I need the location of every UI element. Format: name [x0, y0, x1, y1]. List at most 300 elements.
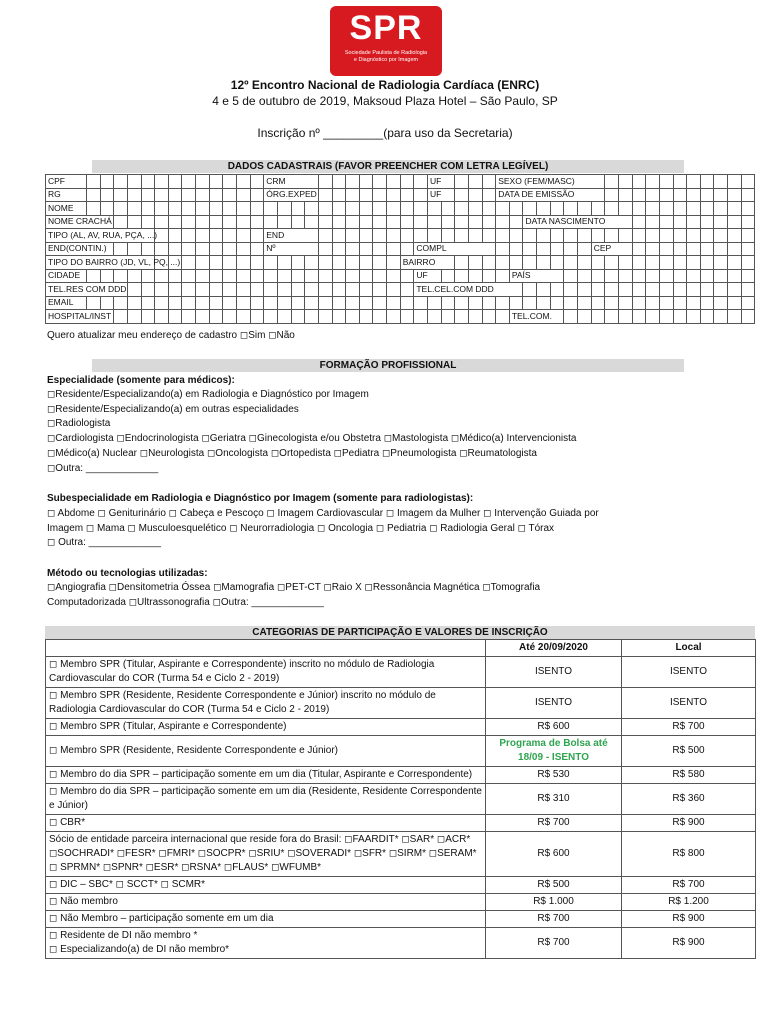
input-cell[interactable] [318, 242, 332, 256]
input-cell[interactable] [687, 310, 701, 324]
input-cell[interactable] [168, 310, 182, 324]
input-cell[interactable] [578, 269, 592, 283]
input-cell[interactable] [196, 242, 210, 256]
input-cell[interactable] [659, 215, 673, 229]
input-cell[interactable] [414, 215, 428, 229]
metodo-option-line[interactable]: Computadorizada ◻Ultrassonografia ◻Outra: _____________ [47, 596, 324, 608]
input-cell[interactable] [277, 296, 291, 310]
input-cell[interactable] [86, 202, 100, 216]
input-cell[interactable] [673, 188, 687, 202]
input-cell[interactable] [182, 269, 196, 283]
input-cell[interactable] [277, 269, 291, 283]
input-cell[interactable] [250, 188, 264, 202]
input-cell[interactable] [86, 188, 100, 202]
input-cell[interactable] [496, 296, 510, 310]
input-cell[interactable] [605, 283, 619, 297]
input-cell[interactable] [223, 202, 237, 216]
input-cell[interactable] [632, 215, 646, 229]
input-cell[interactable] [578, 283, 592, 297]
input-cell[interactable] [182, 215, 196, 229]
input-cell[interactable] [700, 202, 714, 216]
input-cell[interactable] [659, 202, 673, 216]
input-cell[interactable] [373, 269, 387, 283]
input-cell[interactable] [209, 283, 223, 297]
input-cell[interactable] [714, 229, 728, 243]
input-cell[interactable] [728, 296, 742, 310]
input-cell[interactable] [100, 188, 114, 202]
subespecialidade-option-line[interactable]: ◻ Outra: _____________ [47, 537, 161, 549]
input-cell[interactable] [196, 215, 210, 229]
input-cell[interactable] [400, 296, 414, 310]
input-cell[interactable] [687, 229, 701, 243]
input-cell[interactable] [455, 256, 469, 270]
input-cell[interactable] [646, 175, 660, 189]
input-cell[interactable] [550, 256, 564, 270]
input-cell[interactable] [714, 188, 728, 202]
input-cell[interactable] [373, 202, 387, 216]
input-cell[interactable] [114, 242, 128, 256]
input-cell[interactable] [496, 310, 510, 324]
input-cell[interactable] [441, 296, 455, 310]
input-cell[interactable] [264, 310, 278, 324]
input-cell[interactable] [687, 269, 701, 283]
input-cell[interactable] [537, 242, 551, 256]
input-cell[interactable] [537, 283, 551, 297]
input-cell[interactable] [223, 256, 237, 270]
input-cell[interactable] [591, 229, 605, 243]
input-cell[interactable] [673, 310, 687, 324]
input-cell[interactable] [687, 202, 701, 216]
input-cell[interactable] [700, 296, 714, 310]
input-cell[interactable] [387, 229, 401, 243]
input-cell[interactable] [196, 229, 210, 243]
input-cell[interactable] [373, 256, 387, 270]
input-cell[interactable] [591, 202, 605, 216]
input-cell[interactable] [591, 310, 605, 324]
input-cell[interactable] [127, 202, 141, 216]
input-cell[interactable] [250, 215, 264, 229]
input-cell[interactable] [182, 296, 196, 310]
input-cell[interactable] [346, 296, 360, 310]
input-cell[interactable] [741, 242, 755, 256]
input-cell[interactable] [632, 256, 646, 270]
input-cell[interactable] [741, 296, 755, 310]
input-cell[interactable] [455, 188, 469, 202]
input-cell[interactable] [155, 242, 169, 256]
category-description[interactable]: ◻ Membro SPR (Titular, Aspirante e Correspondente) inscrito no módulo de Radiologia Cardiovascular do COR (Turma 54 e Ciclo 2 - 2019) [46, 657, 486, 688]
input-cell[interactable] [468, 296, 482, 310]
input-cell[interactable] [291, 202, 305, 216]
input-cell[interactable] [687, 175, 701, 189]
input-cell[interactable] [277, 202, 291, 216]
input-cell[interactable] [209, 175, 223, 189]
input-cell[interactable] [591, 296, 605, 310]
input-cell[interactable] [100, 175, 114, 189]
input-cell[interactable] [168, 175, 182, 189]
input-cell[interactable] [414, 229, 428, 243]
input-cell[interactable] [441, 310, 455, 324]
input-cell[interactable] [468, 202, 482, 216]
input-cell[interactable] [714, 283, 728, 297]
input-cell[interactable] [373, 175, 387, 189]
input-cell[interactable] [591, 283, 605, 297]
input-cell[interactable] [291, 296, 305, 310]
input-cell[interactable] [359, 229, 373, 243]
input-cell[interactable] [578, 229, 592, 243]
input-cell[interactable] [250, 202, 264, 216]
input-cell[interactable] [209, 202, 223, 216]
input-cell[interactable] [659, 310, 673, 324]
input-cell[interactable] [441, 269, 455, 283]
input-cell[interactable] [127, 215, 141, 229]
input-cell[interactable] [277, 310, 291, 324]
input-cell[interactable] [236, 296, 250, 310]
input-cell[interactable] [605, 296, 619, 310]
input-cell[interactable] [714, 175, 728, 189]
input-cell[interactable] [605, 175, 619, 189]
subespecialidade-option-line[interactable]: Imagem ◻ Mama ◻ Musculoesquelético ◻ Neurorradiologia ◻ Oncologia ◻ Pediatria ◻ Radiologia Geral ◻ Tórax [47, 522, 555, 534]
input-cell[interactable] [564, 310, 578, 324]
input-cell[interactable] [659, 188, 673, 202]
input-cell[interactable] [741, 188, 755, 202]
input-cell[interactable] [318, 296, 332, 310]
input-cell[interactable] [373, 310, 387, 324]
input-cell[interactable] [127, 296, 141, 310]
input-cell[interactable] [318, 256, 332, 270]
category-description[interactable]: ◻ Residente de DI não membro * ◻ Especializando(a) de DI não membro* [46, 928, 486, 959]
input-cell[interactable] [250, 175, 264, 189]
input-cell[interactable] [605, 188, 619, 202]
input-cell[interactable] [100, 296, 114, 310]
input-cell[interactable] [441, 202, 455, 216]
input-cell[interactable] [155, 215, 169, 229]
input-cell[interactable] [414, 202, 428, 216]
input-cell[interactable] [359, 256, 373, 270]
input-cell[interactable] [523, 296, 537, 310]
input-cell[interactable] [168, 242, 182, 256]
input-cell[interactable] [741, 215, 755, 229]
input-cell[interactable] [618, 296, 632, 310]
input-cell[interactable] [605, 310, 619, 324]
input-cell[interactable] [632, 175, 646, 189]
input-cell[interactable] [346, 188, 360, 202]
input-cell[interactable] [455, 215, 469, 229]
input-cell[interactable] [646, 242, 660, 256]
input-cell[interactable] [646, 269, 660, 283]
input-cell[interactable] [250, 242, 264, 256]
category-description[interactable]: Sócio de entidade parceira internacional que reside fora do Brasil: ◻FAARDIT* ◻SAR* ◻ACR* ◻SOCHRADI* ◻FESR* ◻FMRI* ◻SOCPR* ◻SRIU* ◻SOVERADI* ◻SFR* ◻SIRM* ◻SERAM* ◻ SPRMN* ◻SPNR* ◻ESR* ◻RSNA* ◻FLAUS* ◻WFUMB* [46, 832, 486, 877]
input-cell[interactable] [359, 242, 373, 256]
category-description[interactable]: ◻ Não membro [46, 894, 486, 911]
input-cell[interactable] [728, 269, 742, 283]
input-cell[interactable] [236, 188, 250, 202]
input-cell[interactable] [318, 269, 332, 283]
input-cell[interactable] [155, 283, 169, 297]
input-cell[interactable] [332, 229, 346, 243]
input-cell[interactable] [400, 215, 414, 229]
input-cell[interactable] [523, 202, 537, 216]
input-cell[interactable] [428, 215, 442, 229]
input-cell[interactable] [223, 242, 237, 256]
input-cell[interactable] [509, 256, 523, 270]
input-cell[interactable] [127, 283, 141, 297]
input-cell[interactable] [209, 188, 223, 202]
input-cell[interactable] [400, 242, 414, 256]
input-cell[interactable] [114, 202, 128, 216]
input-cell[interactable] [168, 188, 182, 202]
input-cell[interactable] [236, 215, 250, 229]
input-cell[interactable] [359, 269, 373, 283]
input-cell[interactable] [400, 310, 414, 324]
input-cell[interactable] [687, 283, 701, 297]
input-cell[interactable] [728, 310, 742, 324]
input-cell[interactable] [659, 283, 673, 297]
input-cell[interactable] [387, 269, 401, 283]
atualizar-line[interactable]: Quero atualizar meu endereço de cadastro ◻Sim ◻Não [47, 330, 295, 341]
input-cell[interactable] [496, 256, 510, 270]
input-cell[interactable] [482, 202, 496, 216]
input-cell[interactable] [332, 283, 346, 297]
input-cell[interactable] [291, 256, 305, 270]
input-cell[interactable] [141, 215, 155, 229]
input-cell[interactable] [250, 283, 264, 297]
input-cell[interactable] [209, 269, 223, 283]
input-cell[interactable] [196, 175, 210, 189]
input-cell[interactable] [264, 296, 278, 310]
input-cell[interactable] [127, 310, 141, 324]
input-cell[interactable] [468, 269, 482, 283]
input-cell[interactable] [373, 188, 387, 202]
input-cell[interactable] [277, 256, 291, 270]
input-cell[interactable] [236, 310, 250, 324]
input-cell[interactable] [305, 269, 319, 283]
input-cell[interactable] [127, 269, 141, 283]
input-cell[interactable] [182, 202, 196, 216]
input-cell[interactable] [318, 202, 332, 216]
input-cell[interactable] [141, 269, 155, 283]
input-cell[interactable] [455, 310, 469, 324]
input-cell[interactable] [127, 188, 141, 202]
input-cell[interactable] [236, 242, 250, 256]
input-cell[interactable] [700, 256, 714, 270]
input-cell[interactable] [182, 242, 196, 256]
input-cell[interactable] [550, 229, 564, 243]
input-cell[interactable] [428, 202, 442, 216]
input-cell[interactable] [236, 283, 250, 297]
input-cell[interactable] [550, 283, 564, 297]
input-cell[interactable] [741, 256, 755, 270]
input-cell[interactable] [700, 283, 714, 297]
input-cell[interactable] [618, 188, 632, 202]
input-cell[interactable] [741, 310, 755, 324]
input-cell[interactable] [264, 283, 278, 297]
input-cell[interactable] [141, 188, 155, 202]
input-cell[interactable] [537, 202, 551, 216]
input-cell[interactable] [482, 175, 496, 189]
input-cell[interactable] [114, 269, 128, 283]
input-cell[interactable] [482, 215, 496, 229]
input-cell[interactable] [373, 296, 387, 310]
input-cell[interactable] [196, 188, 210, 202]
input-cell[interactable] [605, 269, 619, 283]
input-cell[interactable] [291, 269, 305, 283]
especialidade-option-line[interactable]: ◻Cardiologista ◻Endocrinologista ◻Geriatra ◻Ginecologista e/ou Obstetra ◻Mastologista ◻Médico(a) Intervencionista [47, 433, 577, 445]
input-cell[interactable] [332, 188, 346, 202]
input-cell[interactable] [455, 175, 469, 189]
input-cell[interactable] [236, 175, 250, 189]
input-cell[interactable] [400, 175, 414, 189]
input-cell[interactable] [673, 269, 687, 283]
input-cell[interactable] [387, 202, 401, 216]
input-cell[interactable] [700, 175, 714, 189]
input-cell[interactable] [414, 296, 428, 310]
input-cell[interactable] [687, 215, 701, 229]
input-cell[interactable] [359, 202, 373, 216]
input-cell[interactable] [168, 283, 182, 297]
input-cell[interactable] [428, 229, 442, 243]
input-cell[interactable] [346, 256, 360, 270]
input-cell[interactable] [223, 296, 237, 310]
input-cell[interactable] [114, 188, 128, 202]
input-cell[interactable] [86, 175, 100, 189]
input-cell[interactable] [700, 215, 714, 229]
input-cell[interactable] [250, 269, 264, 283]
input-cell[interactable] [714, 310, 728, 324]
input-cell[interactable] [332, 175, 346, 189]
input-cell[interactable] [236, 229, 250, 243]
input-cell[interactable] [346, 283, 360, 297]
input-cell[interactable] [318, 188, 332, 202]
input-cell[interactable] [359, 283, 373, 297]
input-cell[interactable] [605, 256, 619, 270]
input-cell[interactable] [496, 229, 510, 243]
input-cell[interactable] [114, 296, 128, 310]
category-description[interactable]: ◻ Membro SPR (Residente, Residente Correspondente e Júnior) [46, 736, 486, 767]
input-cell[interactable] [537, 296, 551, 310]
input-cell[interactable] [591, 256, 605, 270]
input-cell[interactable] [223, 229, 237, 243]
input-cell[interactable] [264, 269, 278, 283]
input-cell[interactable] [387, 296, 401, 310]
input-cell[interactable] [182, 175, 196, 189]
input-cell[interactable] [632, 229, 646, 243]
input-cell[interactable] [182, 283, 196, 297]
input-cell[interactable] [291, 215, 305, 229]
input-cell[interactable] [632, 269, 646, 283]
input-cell[interactable] [646, 229, 660, 243]
input-cell[interactable] [728, 242, 742, 256]
input-cell[interactable] [714, 269, 728, 283]
input-cell[interactable] [455, 229, 469, 243]
input-cell[interactable] [305, 215, 319, 229]
input-cell[interactable] [468, 175, 482, 189]
input-cell[interactable] [468, 256, 482, 270]
input-cell[interactable] [482, 256, 496, 270]
metodo-option-line[interactable]: ◻Angiografia ◻Densitometria Óssea ◻Mamografia ◻PET-CT ◻Raio X ◻Ressonância Magnética ◻Tomografia [47, 582, 541, 593]
input-cell[interactable] [250, 256, 264, 270]
input-cell[interactable] [209, 256, 223, 270]
input-cell[interactable] [155, 269, 169, 283]
input-cell[interactable] [741, 269, 755, 283]
input-cell[interactable] [223, 310, 237, 324]
input-cell[interactable] [728, 202, 742, 216]
input-cell[interactable] [346, 269, 360, 283]
input-cell[interactable] [441, 215, 455, 229]
input-cell[interactable] [482, 269, 496, 283]
input-cell[interactable] [523, 256, 537, 270]
input-cell[interactable] [387, 283, 401, 297]
input-cell[interactable] [659, 256, 673, 270]
input-cell[interactable] [346, 310, 360, 324]
input-cell[interactable] [305, 283, 319, 297]
input-cell[interactable] [318, 283, 332, 297]
input-cell[interactable] [578, 310, 592, 324]
input-cell[interactable] [346, 229, 360, 243]
input-cell[interactable] [687, 188, 701, 202]
input-cell[interactable] [673, 256, 687, 270]
category-description[interactable]: ◻ Membro SPR (Residente, Residente Correspondente e Júnior) inscrito no módulo de Radiologia Cardiovascular do COR (Turma 54 e Ciclo 2 - 2019) [46, 688, 486, 719]
input-cell[interactable] [100, 202, 114, 216]
input-cell[interactable] [305, 310, 319, 324]
input-cell[interactable] [387, 256, 401, 270]
input-cell[interactable] [714, 242, 728, 256]
category-description[interactable]: ◻ Membro SPR (Titular, Aspirante e Correspondente) [46, 719, 486, 736]
input-cell[interactable] [155, 188, 169, 202]
input-cell[interactable] [373, 283, 387, 297]
subespecialidade-option-line[interactable]: ◻ Abdome ◻ Geniturinário ◻ Cabeça e Pescoço ◻ Imagem Cardiovascular ◻ Imagem da Mulher ◻ Intervenção Guiada por [47, 508, 599, 519]
input-cell[interactable] [114, 215, 128, 229]
input-cell[interactable] [223, 269, 237, 283]
input-cell[interactable] [728, 175, 742, 189]
input-cell[interactable] [277, 283, 291, 297]
input-cell[interactable] [318, 175, 332, 189]
especialidade-option-line[interactable]: ◻Radiologista [47, 418, 111, 430]
input-cell[interactable] [496, 215, 510, 229]
input-cell[interactable] [359, 188, 373, 202]
input-cell[interactable] [209, 215, 223, 229]
input-cell[interactable] [182, 188, 196, 202]
input-cell[interactable] [741, 283, 755, 297]
input-cell[interactable] [714, 215, 728, 229]
input-cell[interactable] [591, 269, 605, 283]
input-cell[interactable] [196, 256, 210, 270]
input-cell[interactable] [155, 296, 169, 310]
input-cell[interactable] [564, 269, 578, 283]
input-cell[interactable] [632, 202, 646, 216]
input-cell[interactable] [714, 296, 728, 310]
input-cell[interactable] [578, 242, 592, 256]
especialidade-option-line[interactable]: ◻Residente/Especializando(a) em outras especialidades [47, 403, 299, 415]
input-cell[interactable] [687, 296, 701, 310]
input-cell[interactable] [332, 215, 346, 229]
input-cell[interactable] [100, 269, 114, 283]
input-cell[interactable] [305, 296, 319, 310]
input-cell[interactable] [673, 242, 687, 256]
input-cell[interactable] [168, 229, 182, 243]
input-cell[interactable] [509, 229, 523, 243]
category-description[interactable]: ◻ Membro do dia SPR – participação somente em um dia (Titular, Aspirante e Correspondente) [46, 767, 486, 784]
input-cell[interactable] [482, 188, 496, 202]
input-cell[interactable] [332, 269, 346, 283]
input-cell[interactable] [455, 202, 469, 216]
input-cell[interactable] [318, 229, 332, 243]
input-cell[interactable] [359, 175, 373, 189]
input-cell[interactable] [428, 310, 442, 324]
input-cell[interactable] [564, 283, 578, 297]
input-cell[interactable] [373, 242, 387, 256]
input-cell[interactable] [387, 242, 401, 256]
input-cell[interactable] [714, 202, 728, 216]
